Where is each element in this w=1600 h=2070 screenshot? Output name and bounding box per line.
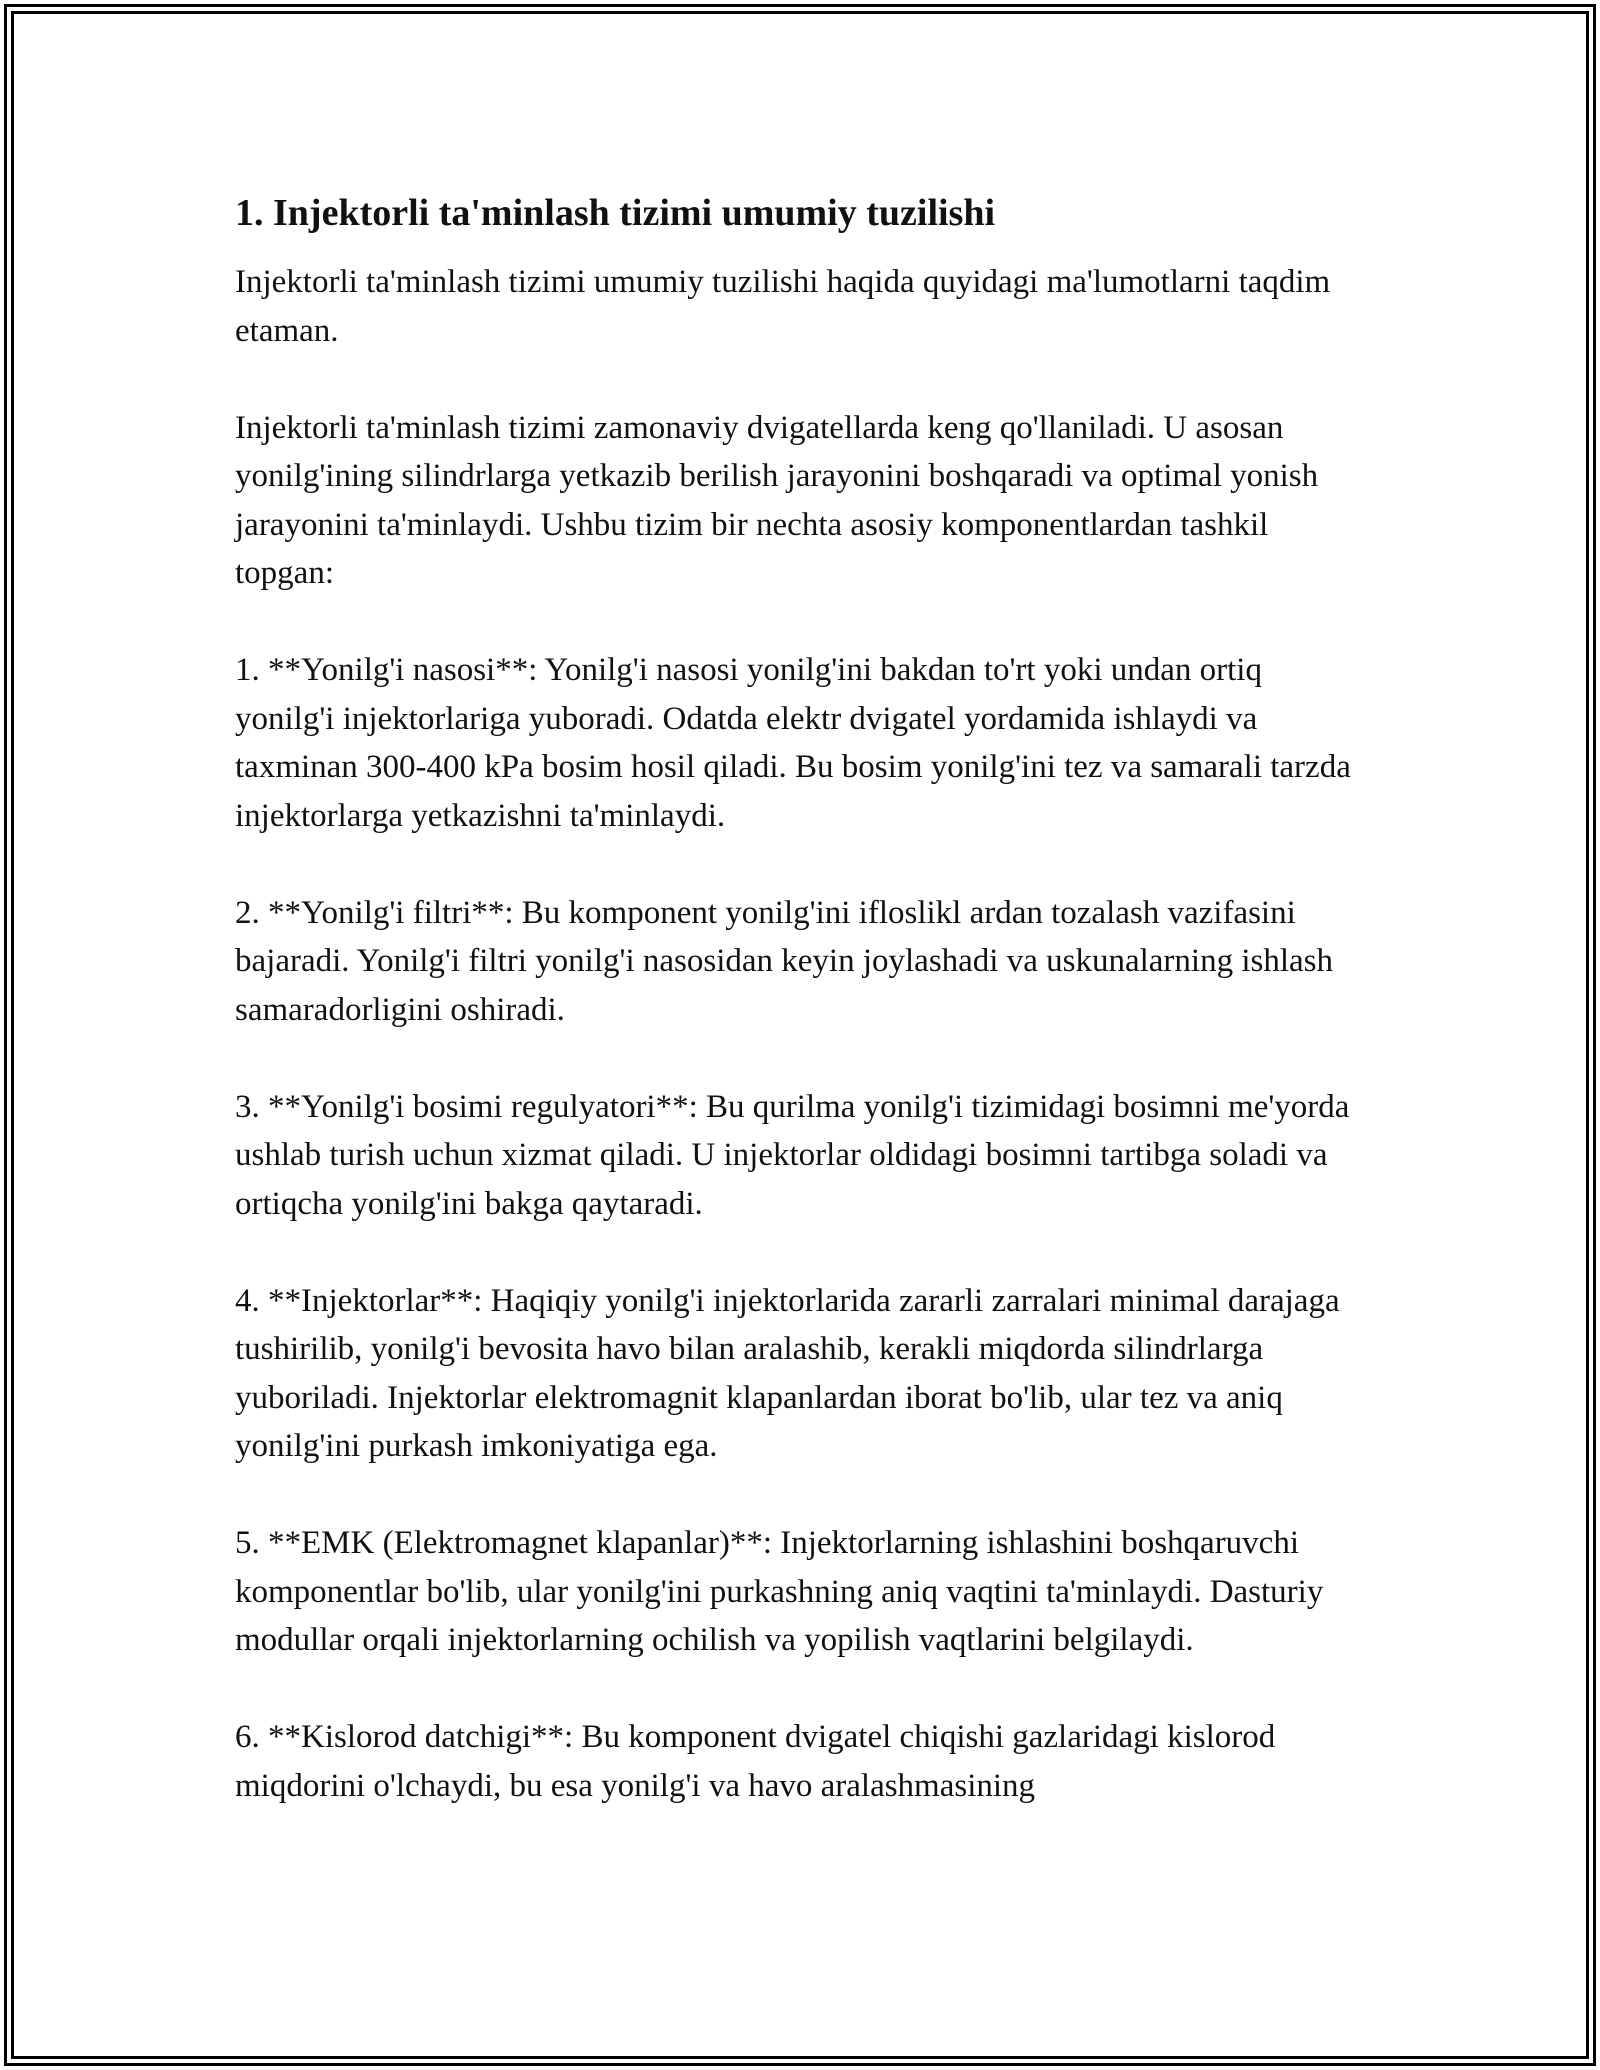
item-oxygen-sensor: 6. **Kislorod datchigi**: Bu komponent dvigatel chiqishi gazlaridagi kislorod miqdorini o'lchaydi, bu esa yonilg'i va havo aralashmasining bbox=[235, 1719, 1276, 1804]
item-pressure-regulator: 3. **Yonilg'i bosimi regulyatori**: Bu qurilma yonilg'i tizimidagi bosimni me'yorda ushlab turish uchun xizmat qiladi. U injektorlar oldidagi bosimni tartibga soladi va ortiqcha yonilg'ini bakga qaytaradi. bbox=[235, 1088, 1350, 1222]
overview-paragraph: Injektorli ta'minlash tizimi zamonaviy dvigatellarda keng qo'llaniladi. U asosan yonilg'ining silindrlarga yetkazib berilish jarayonini boshqaradi va optimal yonish jarayonini ta'minlaydi. Ushbu tizim bir nechta asosiy komponentlardan tashkil topgan: bbox=[235, 409, 1319, 591]
item-fuel-pump: 1. **Yonilg'i nasosi**: Yonilg'i nasosi yonilg'ini bakdan to'rt yoki undan ortiq yonilg'i injektorlariga yuboradi. Odatda elektr dvigatel yordamida ishlaydi va taxminan 300-400 kPa bosim hosil qiladi. Bu bosim yonilg'ini tez va samarali tarzda injektorlarga yetkazishni ta'minlaydi. bbox=[235, 652, 1351, 834]
item-fuel-filter: 2. **Yonilg'i filtri**: Bu komponent yonilg'ini ifloslikl ardan tozalash vazifasini bajaradi. Yonilg'i filtri yonilg'i nasosidan keyin joylashadi va uskunalarning ishlash samaradorligini oshiradi. bbox=[235, 894, 1334, 1028]
document-body bbox=[235, 190, 1355, 1859]
item-emk-valves: 5. **EMK (Elektromagnet klapanlar)**: Injektorlarning ishlashini boshqaruvchi komponentlar bo'lib, ular yonilg'ini purkashning aniq vaqtini ta'minlaydi. Dasturiy modullar orqali injektorlarning ochilish va yopilish vaqtlarini belgilaydi. bbox=[235, 1525, 1324, 1658]
section-heading: 1. Injektorli ta'minlash tizimi umumiy tuzilishi bbox=[235, 192, 996, 234]
intro-paragraph: Injektorli ta'minlash tizimi umumiy tuzilishi haqida quyidagi ma'lumotlarni taqdim etaman. bbox=[235, 264, 1331, 349]
item-injectors: 4. **Injektorlar**: Haqiqiy yonilg'i injektorlarida zararli zarralari minimal darajaga tushirilib, yonilg'i bevosita havo bilan aralashib, kerakli miqdorda silindrlarga yuboriladi. Injektorlar elektromagnit klapanlardan iborat bo'lib, ular tez va aniq yonilg'ini purkash imkoniyatiga ega. bbox=[235, 1282, 1340, 1464]
